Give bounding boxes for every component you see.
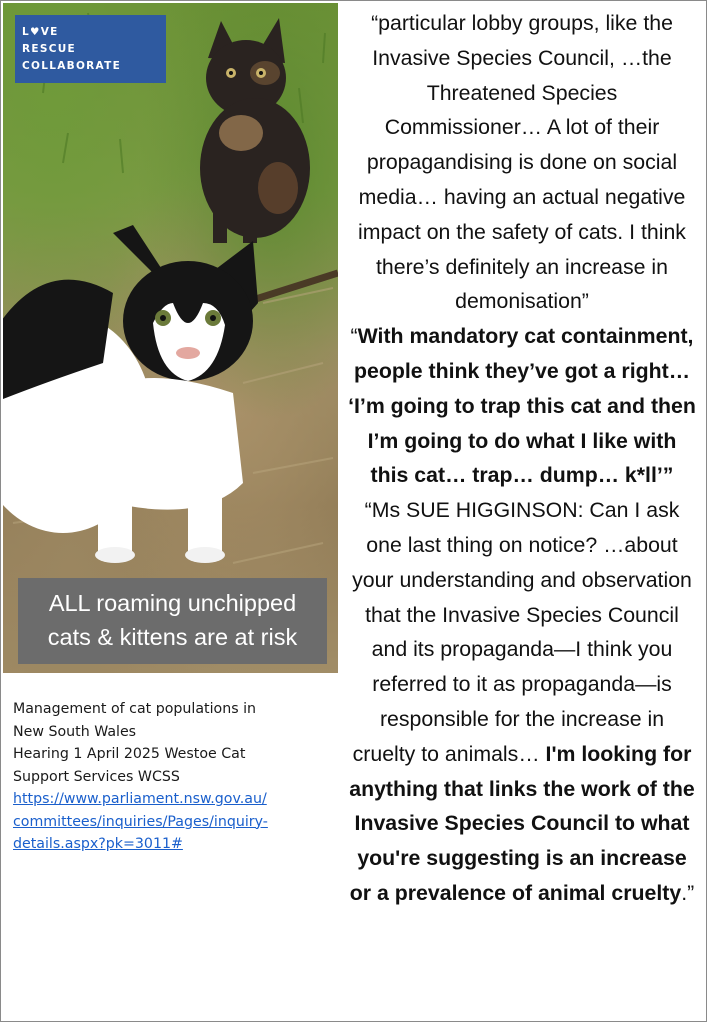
source-link-2[interactable]: committees/inquiries/Pages/inquiry-	[13, 813, 268, 830]
source-line-4: Support Services WCSS	[13, 768, 180, 785]
hearing-quote	[346, 6, 698, 911]
source-citation	[13, 698, 333, 856]
caption-line-2: cats & kittens are at risk	[47, 624, 298, 650]
source-link-3[interactable]: details.aspx?pk=3011#	[13, 836, 183, 852]
source-line-2: New South Wales	[13, 723, 137, 740]
quote-bold-3: I'm looking for anything that links the work of the Invasive Species Council to what you're suggesting is an increase or a prevalence of animal cruelty	[349, 741, 695, 905]
quote-paragraph-3: “Ms SUE HIGGINSON: Can I ask one last thing on notice? …about your understanding and observation that the Invasive Species Council and its propaganda—I think you referred to it as propaganda—is responsible for the increase in cruelty to animals… I'm looking for anything that links the work of the Invasive Species Council to what you're suggesting is an increase or a prevalence of animal cruelty.”	[349, 498, 695, 905]
cats-illustration	[3, 3, 338, 673]
quote-bold-2: With mandatory cat containment, people think they’ve got a right… ‘I’m going to trap this cat and then I’m going to do what I like with this cat… trap… dump… k*ll’”	[348, 324, 696, 488]
source-link-1[interactable]: https://www.parliament.nsw.gov.au/	[13, 791, 267, 807]
logo-line-2: RESCUE	[22, 43, 77, 55]
quote-paragraph-1: “particular lobby groups, like the Invasive Species Council, …the Threatened Species Commissioner… A lot of their propagandising is done on social media… having an actual negative impact on the safety of cats. I think there’s definitely an increase in demonisation”	[358, 11, 686, 314]
quote-paragraph-2: “With mandatory cat containment, people think they’ve got a right… ‘I’m going to trap this cat and then I’m going to do what I like with this cat… trap… dump… k*ll’”	[348, 324, 696, 488]
logo-line-3: COLLABORATE	[22, 60, 122, 72]
logo-line-1: L♥VE	[22, 26, 59, 38]
tortoiseshell-cat	[200, 18, 310, 243]
caption-line-1: ALL roaming unchipped	[48, 590, 297, 616]
black-white-cat	[3, 225, 258, 563]
source-line-1: Management of cat populations in	[13, 701, 257, 717]
love-rescue-collaborate-logo	[15, 15, 166, 83]
source-line-3: Hearing 1 April 2025 Westoe Cat	[13, 746, 246, 762]
photo-caption	[18, 578, 327, 664]
cats-photo	[3, 3, 338, 673]
heart-icon: ♥	[30, 26, 41, 38]
